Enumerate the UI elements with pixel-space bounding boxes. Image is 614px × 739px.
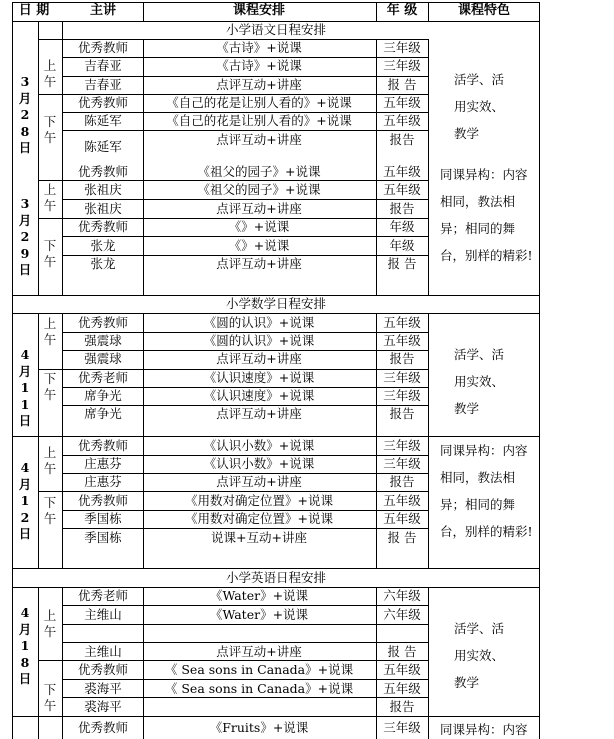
row-border bbox=[38, 180, 428, 181]
half-am: 上午 bbox=[43, 608, 57, 639]
speaker-cell: 庄惠芬 bbox=[84, 456, 122, 471]
speaker-cell: 优秀教师 bbox=[77, 438, 129, 453]
grade-cell: 五年级 bbox=[383, 164, 421, 179]
row-border bbox=[62, 236, 428, 237]
course-cell: 点评互动+讲座 bbox=[216, 406, 302, 421]
speaker-cell: 庄惠芬 bbox=[84, 474, 122, 489]
speaker-cell: 陈延军 bbox=[84, 113, 122, 128]
date-mar-29: 3月29日 bbox=[18, 196, 32, 277]
grade-cell: 六年级 bbox=[383, 607, 421, 622]
speaker-cell: 优秀教师 bbox=[77, 720, 129, 735]
speaker-cell: 强震球 bbox=[84, 333, 122, 348]
row-border bbox=[62, 697, 428, 698]
grade-cell: 年级 bbox=[389, 238, 415, 253]
speaker-cell: 优秀教师 bbox=[77, 315, 129, 330]
course-cell: 《祖父的园子》+说课 bbox=[197, 182, 321, 197]
feature-text: 同课异构：内容 bbox=[440, 722, 528, 737]
course-cell: 点评互动+讲座 bbox=[216, 201, 302, 216]
grade-cell: 五年级 bbox=[383, 681, 421, 696]
speaker-cell: 优秀教师 bbox=[77, 662, 129, 677]
row-border bbox=[62, 605, 428, 606]
feature-text: 活学、活用实效、教学 bbox=[454, 621, 505, 690]
grade-cell: 报 告 bbox=[387, 77, 417, 92]
speaker-cell: 优秀教师 bbox=[77, 164, 129, 179]
speaker-cell: 强震球 bbox=[84, 351, 122, 366]
col-border bbox=[376, 587, 377, 739]
col-border bbox=[539, 21, 540, 39]
grade-cell: 报告 bbox=[389, 201, 415, 216]
feature-text: 活学、活用实效、教学 bbox=[454, 72, 505, 141]
header-speaker: 主讲 bbox=[89, 3, 117, 18]
feature-text: 活学、活用实效、教学 bbox=[454, 347, 505, 416]
half-pm: 下午 bbox=[43, 371, 57, 402]
section-border bbox=[12, 568, 540, 569]
course-cell: 《古诗》+说课 bbox=[216, 40, 302, 55]
col-border bbox=[62, 21, 63, 295]
section-border bbox=[12, 313, 540, 314]
col-border bbox=[376, 2, 377, 21]
grade-cell: 三年级 bbox=[383, 370, 421, 385]
grade-cell: 报 告 bbox=[387, 256, 417, 271]
row-border bbox=[62, 642, 428, 643]
grade-cell: 报 告 bbox=[387, 530, 417, 545]
half-am: 上午 bbox=[43, 445, 57, 476]
col-border bbox=[428, 2, 429, 21]
course-cell: 《 Sea sons in Canada》+说课 bbox=[164, 662, 354, 677]
header-schedule: 课程安排 bbox=[232, 3, 286, 18]
course-cell: 《认识速度》+说课 bbox=[203, 388, 315, 403]
course-cell: 《Water》+说课 bbox=[209, 607, 309, 622]
date-apr-12: 4月12日 bbox=[18, 460, 32, 541]
date-apr-18: 4月18日 bbox=[18, 605, 32, 686]
grade-cell: 三年级 bbox=[383, 438, 421, 453]
speaker-cell: 优秀老师 bbox=[77, 588, 129, 603]
course-cell: 说课+互动+讲座 bbox=[211, 530, 307, 545]
grade-cell: 五年级 bbox=[383, 182, 421, 197]
course-cell: 点评互动+讲座 bbox=[216, 644, 302, 659]
grade-cell: 三年级 bbox=[383, 58, 421, 73]
course-cell: 《用数对确定位置》+说课 bbox=[185, 511, 333, 526]
header-grade: 年 级 bbox=[386, 3, 418, 18]
course-cell: 点评互动+讲座 bbox=[216, 474, 302, 489]
speaker-cell: 吉春亚 bbox=[84, 58, 122, 73]
col-border bbox=[428, 39, 429, 295]
grade-cell: 报告 bbox=[389, 474, 415, 489]
row-border bbox=[38, 660, 428, 661]
header-date: 日 期 bbox=[18, 3, 50, 18]
col-border bbox=[62, 587, 63, 739]
grade-cell: 报 告 bbox=[387, 644, 417, 659]
row-border bbox=[62, 199, 428, 200]
grade-cell: 报告 bbox=[389, 351, 415, 366]
speaker-cell: 优秀教师 bbox=[77, 40, 129, 55]
speaker-cell: 优秀老师 bbox=[77, 370, 129, 385]
grade-cell: 报告 bbox=[389, 406, 415, 421]
half-pm: 下午 bbox=[43, 682, 57, 713]
row-border bbox=[62, 130, 428, 131]
col-border bbox=[428, 313, 429, 568]
header-feature: 课程特色 bbox=[457, 3, 511, 18]
col-border bbox=[143, 39, 144, 295]
speaker-cell: 张龙 bbox=[90, 256, 116, 271]
col-border bbox=[428, 587, 429, 739]
speaker-cell: 优秀教师 bbox=[77, 219, 129, 234]
half-pm: 下午 bbox=[43, 495, 57, 526]
section-border bbox=[12, 716, 540, 717]
grade-cell: 三年级 bbox=[383, 40, 421, 55]
row-border bbox=[38, 491, 428, 492]
feature-text: 同课异构：内容相同，教法相异；相同的舞台，别样的精彩! bbox=[440, 167, 533, 263]
speaker-cell: 主维山 bbox=[84, 644, 122, 659]
col-border bbox=[376, 39, 377, 295]
col-border bbox=[143, 2, 144, 21]
grade-cell: 三年级 bbox=[383, 720, 421, 735]
section-title-chinese: 小学语文日程安排 bbox=[225, 22, 327, 37]
row-border bbox=[62, 679, 428, 680]
course-cell: 《自己的花是让别人看的》+说课 bbox=[166, 113, 352, 128]
course-cell: 《》+说课 bbox=[228, 219, 290, 234]
row-border bbox=[62, 528, 428, 529]
course-cell: 《 Sea sons in Canada》+说课 bbox=[164, 681, 354, 696]
table-right-border bbox=[539, 2, 540, 739]
course-cell: 《认识小数》+说课 bbox=[203, 456, 315, 471]
speaker-cell: 季国栋 bbox=[84, 530, 122, 545]
course-cell: 《圆的认识》+说课 bbox=[203, 333, 315, 348]
grade-cell: 五年级 bbox=[383, 333, 421, 348]
speaker-cell: 吉春亚 bbox=[84, 77, 122, 92]
col-border bbox=[38, 587, 39, 739]
half-pm: 下午 bbox=[43, 238, 57, 269]
speaker-cell: 席争光 bbox=[84, 388, 122, 403]
feature-text: 同课异构：内容相同，教法相异；相同的舞台，别样的精彩! bbox=[440, 443, 533, 539]
grade-cell: 五年级 bbox=[383, 113, 421, 128]
grade-cell: 五年级 bbox=[383, 662, 421, 677]
speaker-cell: 主维山 bbox=[84, 607, 122, 622]
grade-cell: 三年级 bbox=[383, 456, 421, 471]
course-cell: 《祖父的园子》+说课 bbox=[197, 164, 321, 179]
grade-cell: 三年级 bbox=[383, 388, 421, 403]
date-mar-28: 3月28日 bbox=[18, 74, 32, 155]
section-title-math: 小学数学日程安排 bbox=[225, 296, 327, 311]
course-cell: 《Water》+说课 bbox=[209, 588, 309, 603]
course-cell: 点评互动+讲座 bbox=[216, 132, 302, 147]
grade-cell: 五年级 bbox=[383, 95, 421, 110]
speaker-cell: 张祖庆 bbox=[84, 182, 122, 197]
col-border bbox=[62, 313, 63, 568]
speaker-cell: 裘海平 bbox=[84, 681, 122, 696]
grade-cell: 报告 bbox=[389, 699, 415, 714]
speaker-cell: 陈延军 bbox=[84, 139, 122, 154]
course-cell: 点评互动+讲座 bbox=[216, 77, 302, 92]
speaker-cell: 张龙 bbox=[90, 238, 116, 253]
half-am: 上午 bbox=[43, 58, 57, 89]
section-title-english: 小学英语日程安排 bbox=[225, 570, 327, 585]
half-am: 上午 bbox=[43, 182, 57, 213]
speaker-cell: 优秀教师 bbox=[77, 493, 129, 508]
row-border bbox=[62, 624, 428, 625]
grade-cell: 报告 bbox=[389, 132, 415, 147]
speaker-cell: 优秀教师 bbox=[77, 95, 129, 110]
speaker-cell: 席争光 bbox=[84, 406, 122, 421]
course-cell: 《圆的认识》+说课 bbox=[203, 315, 315, 330]
col-border bbox=[38, 21, 39, 295]
course-cell: 《认识速度》+说课 bbox=[203, 370, 315, 385]
course-cell: 《》+说课 bbox=[228, 238, 290, 253]
course-cell: 点评互动+讲座 bbox=[216, 256, 302, 271]
course-cell: 《Fruits》+说课 bbox=[209, 720, 309, 735]
col-border bbox=[143, 313, 144, 568]
speaker-cell: 季国栋 bbox=[84, 511, 122, 526]
grade-cell: 五年级 bbox=[383, 493, 421, 508]
speaker-cell: 裘海平 bbox=[84, 699, 122, 714]
table-left-border bbox=[12, 2, 13, 739]
col-border bbox=[38, 313, 39, 568]
col-border bbox=[376, 313, 377, 568]
half-pm: 下午 bbox=[43, 114, 57, 145]
course-cell: 点评互动+讲座 bbox=[216, 351, 302, 366]
course-cell: 《自己的花是让别人看的》+说课 bbox=[166, 95, 352, 110]
course-cell: 《古诗》+说课 bbox=[216, 58, 302, 73]
half-am: 上午 bbox=[43, 316, 57, 347]
date-apr-11: 4月11日 bbox=[18, 347, 32, 428]
grade-cell: 五年级 bbox=[383, 511, 421, 526]
grade-cell: 六年级 bbox=[383, 588, 421, 603]
grade-cell: 年级 bbox=[389, 219, 415, 234]
speaker-cell: 张祖庆 bbox=[84, 201, 122, 216]
col-border bbox=[143, 587, 144, 739]
course-cell: 《用数对确定位置》+说课 bbox=[185, 493, 333, 508]
course-cell: 《认识小数》+说课 bbox=[203, 438, 315, 453]
grade-cell: 五年级 bbox=[383, 315, 421, 330]
